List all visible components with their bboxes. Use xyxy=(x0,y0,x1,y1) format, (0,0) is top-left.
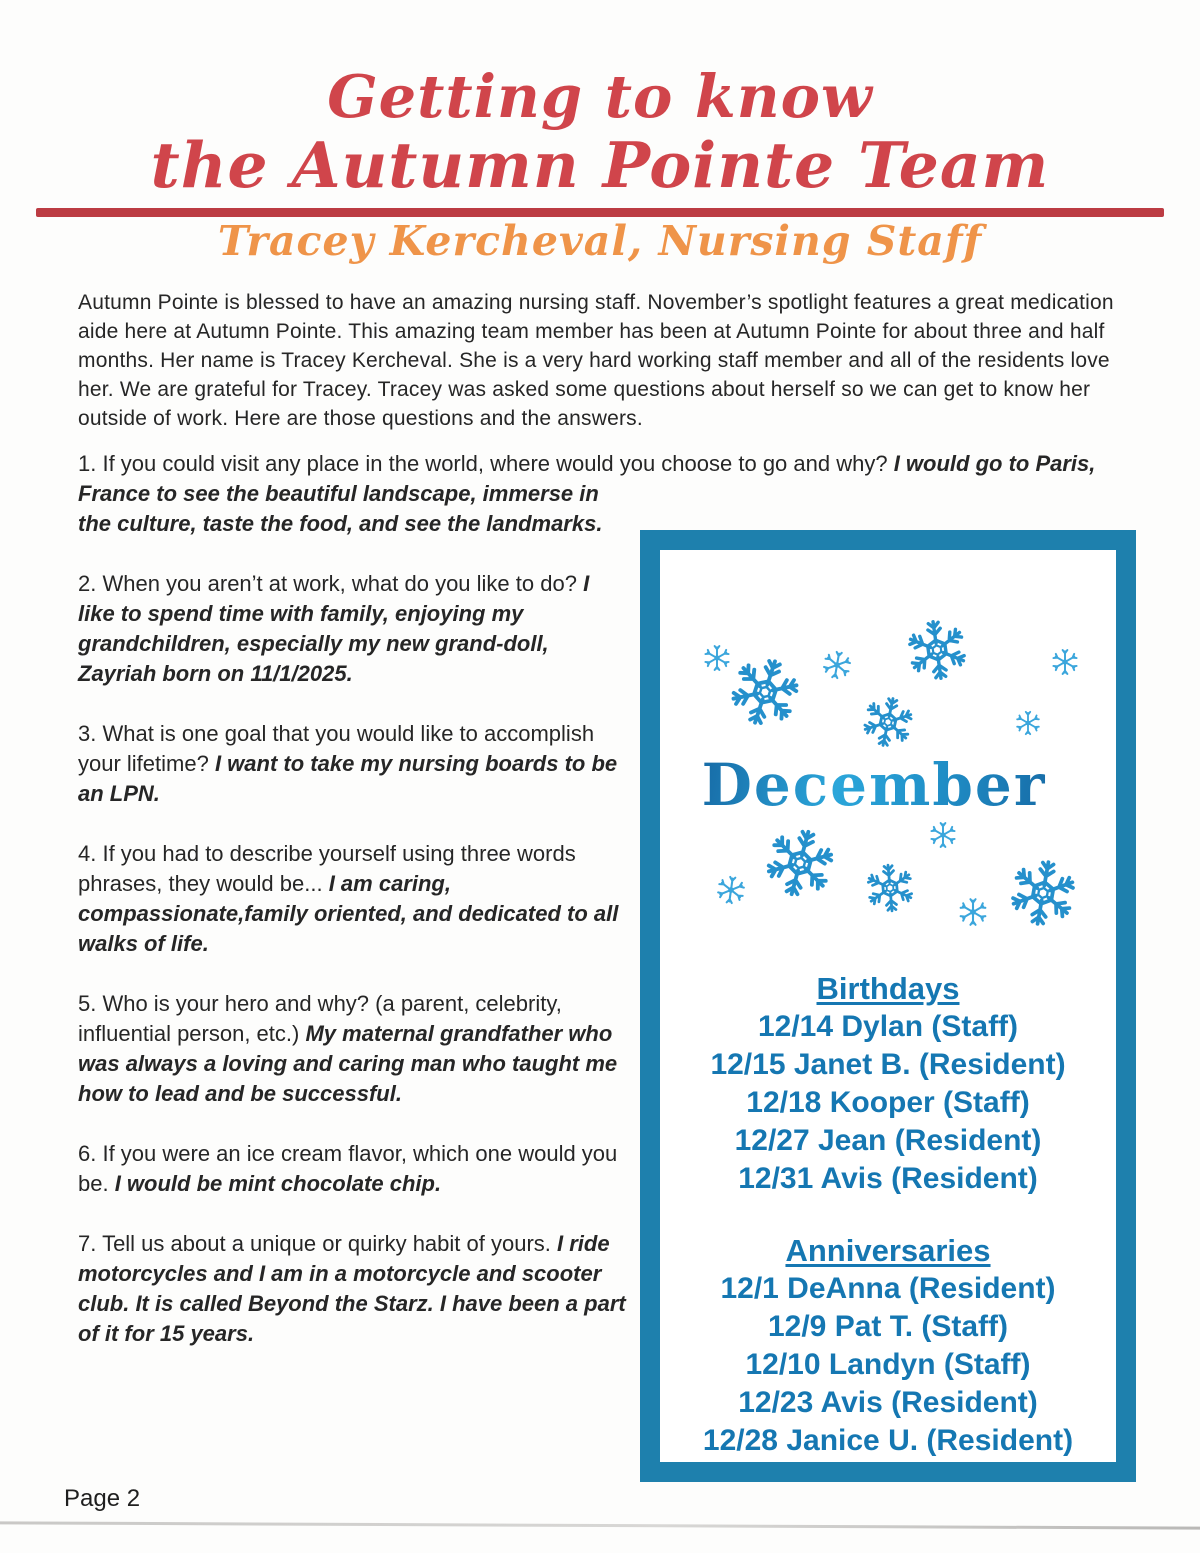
question-text: 5. Who is your hero and why? (a parent, celebrity, influential person, etc.) xyxy=(78,991,562,1046)
answer-text: I like to spend time with family, enjoying my grandchildren, especially my new grand-doll, Zayriah born on 11/1/2025. xyxy=(78,571,590,686)
snowflake-icon xyxy=(821,649,853,681)
birthdays-section xyxy=(660,970,1116,1198)
month-title: December xyxy=(646,753,1102,817)
answer-text: I want to take my nursing boards to be an LPN. xyxy=(78,751,618,806)
anniversary-entry: 12/28 Janice U. (Resident) xyxy=(702,1424,1074,1457)
question-text: 1. If you could visit any place in the world, where would you choose to go and why? xyxy=(78,451,894,476)
birthday-entry: 12/27 Jean (Resident) xyxy=(734,1124,1042,1157)
question-text: 2. When you aren’t at work, what do you like to do? xyxy=(78,571,584,596)
snowflake-icon xyxy=(715,874,747,906)
answer-text: I ride motorcycles and I am in a motorcycle and scooter club. It is called Beyond the Starz. I have been a part of it for 15 years. xyxy=(78,1231,626,1346)
answer-text: I would be mint chocolate chip. xyxy=(114,1171,442,1196)
anniversaries-list xyxy=(660,1270,1116,1460)
birthday-entry: 12/18 Kooper (Staff) xyxy=(746,1086,1030,1119)
birthday-entry: 12/15 Janet B. (Resident) xyxy=(710,1048,1066,1081)
birthday-entry: 12/31 Avis (Resident) xyxy=(738,1162,1038,1195)
snowflake-icon xyxy=(865,863,915,913)
anniversaries-heading: Anniversaries xyxy=(785,1233,991,1268)
question-text: 3. What is one goal that you would like to accomplish your lifetime? xyxy=(78,721,595,776)
snowflake-icon xyxy=(1014,709,1042,737)
birthdays-heading: Birthdays xyxy=(816,971,960,1006)
birthday-entry: 12/14 Dylan (Staff) xyxy=(757,1010,1019,1043)
question-text: 4. If you had to describe yourself using three words phrases, they would be... xyxy=(78,841,576,896)
snowflake-icon xyxy=(702,643,732,673)
title-line-1: Getting to know xyxy=(327,62,873,131)
anniversary-entry: 12/10 Landyn (Staff) xyxy=(745,1348,1031,1381)
masthead xyxy=(0,0,1200,265)
answer-text: I am caring, compassionate,family oriented, and dedicated to all walks of life. xyxy=(78,871,619,956)
anniversary-entry: 12/1 DeAnna (Resident) xyxy=(720,1272,1056,1305)
snowflake-icon xyxy=(862,696,914,748)
snowflake-icon xyxy=(957,896,989,928)
title-divider xyxy=(36,208,1164,217)
snowflake-icon xyxy=(1050,647,1080,677)
question-text: 6. If you were an ice cream flavor, which one would you be. xyxy=(78,1141,618,1196)
question-text: 7. Tell us about a unique or quirky habit of yours. xyxy=(78,1231,557,1256)
page-title xyxy=(0,64,1200,200)
snowflake-icon xyxy=(1009,859,1077,927)
anniversary-entry: 12/23 Avis (Resident) xyxy=(738,1386,1038,1419)
birthdays-list xyxy=(660,1008,1116,1198)
anniversary-entry: 12/9 Pat T. (Staff) xyxy=(767,1310,1009,1343)
snowflake-icon xyxy=(928,820,958,850)
anniversaries-section xyxy=(660,1232,1116,1460)
intro-paragraph: Autumn Pointe is blessed to have an amazing nursing staff. November’s spotlight features a great medication aide here at Autumn Pointe. This amazing team member has been at Autumn Pointe for about three and half months. Her name is Tracey Kercheval. She is a very hard working staff member and all of the residents love her. We are grateful for Tracey. Tracey was asked some questions about herself so we can get to know her outside of work. Here are those questions and the answers. xyxy=(78,291,1114,430)
december-calendar-box xyxy=(640,530,1136,1482)
scan-artifact-line xyxy=(0,1521,1200,1529)
snowflake-icon xyxy=(906,619,968,681)
snowflake-icon xyxy=(765,828,835,898)
page-number: Page 2 xyxy=(64,1485,141,1512)
snowflake-icon xyxy=(730,657,800,727)
answer-text: I would go to Paris, France to see the beautiful landscape, immerse in the culture, taste the food, and see the landmarks. xyxy=(78,451,1096,536)
spotlight-subtitle: Tracey Kercheval, Nursing Staff xyxy=(217,217,983,265)
title-line-2: the Autumn Pointe Team xyxy=(150,128,1050,202)
answer-text: My maternal grandfather who was always a loving and caring man who taught me how to lead and be successful. xyxy=(78,1021,618,1106)
